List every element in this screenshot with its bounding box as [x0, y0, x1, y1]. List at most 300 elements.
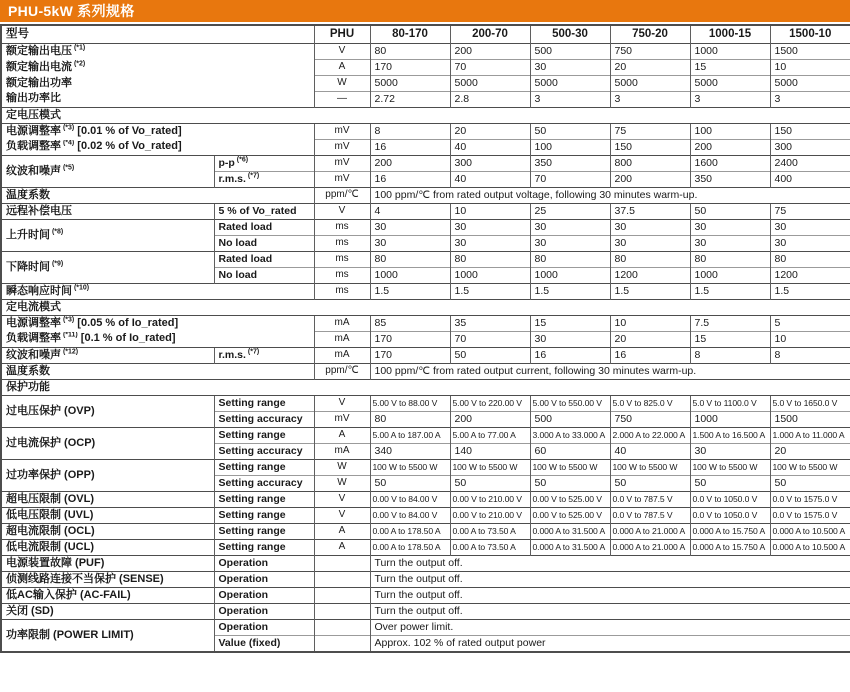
- spec-sublabel-cell: Operation: [214, 556, 314, 572]
- header-model-750-20: 750-20: [610, 25, 690, 44]
- table-row: [1, 220, 850, 236]
- value-cell: 10: [770, 60, 850, 76]
- value-cell: 5.0 V to 1100.0 V: [690, 396, 770, 412]
- value-cell: 70: [450, 60, 530, 76]
- table-row: [1, 588, 850, 604]
- value-cell: 16: [610, 348, 690, 364]
- section-title-cell: 定电流模式: [1, 300, 850, 316]
- table-row: [1, 124, 850, 140]
- span-value-cell: 100 ppm/℃ from rated output current, following 30 minutes warm-up.: [370, 364, 850, 380]
- spec-table-body: [1, 44, 850, 653]
- spec-sublabel-cell: Operation: [214, 620, 314, 636]
- value-cell: 20: [610, 332, 690, 348]
- value-cell: 16: [530, 348, 610, 364]
- value-cell: 340: [370, 444, 450, 460]
- value-cell: 30: [690, 236, 770, 252]
- unit-cell: [314, 572, 370, 588]
- unit-cell: A: [314, 524, 370, 540]
- value-cell: 50: [450, 348, 530, 364]
- spec-label-cell: 温度系数: [1, 188, 314, 204]
- unit-cell: W: [314, 76, 370, 92]
- value-cell: 5000: [370, 76, 450, 92]
- value-cell: 15: [690, 332, 770, 348]
- value-cell: 0.0 V to 787.5 V: [610, 508, 690, 524]
- value-cell: 30: [370, 220, 450, 236]
- value-cell: 50: [530, 476, 610, 492]
- value-cell: 100 W to 5500 W: [450, 460, 530, 476]
- value-cell: 30: [690, 444, 770, 460]
- span-value-cell: Turn the output off.: [370, 572, 850, 588]
- spec-label-cell: 额定输出电流 $^{(*2)}$: [6, 60, 86, 73]
- value-cell: 1.000 A to 11.000 A: [770, 428, 850, 444]
- unit-cell: ms: [314, 284, 370, 300]
- footnote-marker: (*7): [245, 348, 260, 356]
- value-cell: 3: [530, 92, 610, 108]
- value-cell: 0.00 V to 210.00 V: [450, 508, 530, 524]
- table-row: [1, 460, 850, 476]
- unit-cell: V: [314, 44, 370, 60]
- unit-cell: ms: [314, 236, 370, 252]
- unit-cell: ms: [314, 220, 370, 236]
- value-cell: 5.00 A to 77.00 A: [450, 428, 530, 444]
- table-row: [1, 348, 850, 364]
- value-cell: 2.000 A to 22.000 A: [610, 428, 690, 444]
- footnote-marker: (*3): [61, 316, 75, 324]
- value-cell: 80: [610, 252, 690, 268]
- value-cell: 5000: [690, 76, 770, 92]
- value-cell: 10: [610, 316, 690, 332]
- unit-cell: V: [314, 204, 370, 220]
- spec-sublabel-cell: Setting range: [214, 524, 314, 540]
- value-cell: 10: [450, 204, 530, 220]
- value-cell: 30: [370, 236, 450, 252]
- value-cell: 0.00 A to 178.50 A: [370, 540, 450, 556]
- footnote-marker: (*4): [61, 139, 75, 147]
- header-model-200-70: 200-70: [450, 25, 530, 44]
- value-cell: 1.5: [530, 284, 610, 300]
- value-cell: 0.00 V to 525.00 V: [530, 492, 610, 508]
- value-cell: 200: [450, 412, 530, 428]
- value-cell: 2400: [770, 156, 850, 172]
- spec-label-cell: 电源装置故障 (PUF): [1, 556, 214, 572]
- unit-cell: ms: [314, 268, 370, 284]
- table-row: [1, 396, 850, 412]
- value-cell: 20: [610, 60, 690, 76]
- table-row: [1, 492, 850, 508]
- value-cell: 0.00 V to 84.00 V: [370, 508, 450, 524]
- value-cell: 30: [530, 220, 610, 236]
- unit-cell: mV: [314, 172, 370, 188]
- value-cell: 30: [530, 60, 610, 76]
- value-cell: 0.00 V to 525.00 V: [530, 508, 610, 524]
- unit-cell: mV: [314, 140, 370, 156]
- header-model-1000-15: 1000-15: [690, 25, 770, 44]
- spec-sublabel-cell: Setting range: [214, 492, 314, 508]
- unit-cell: W: [314, 476, 370, 492]
- value-cell: 80: [530, 252, 610, 268]
- value-cell: 0.00 V to 84.00 V: [370, 492, 450, 508]
- table-row: [1, 204, 850, 220]
- value-cell: 30: [610, 220, 690, 236]
- value-cell: 5000: [450, 76, 530, 92]
- unit-cell: W: [314, 460, 370, 476]
- value-cell: 170: [370, 348, 450, 364]
- value-cell: 1500: [770, 412, 850, 428]
- value-cell: 50: [690, 476, 770, 492]
- value-cell: 0.0 V to 1050.0 V: [690, 492, 770, 508]
- footnote-marker: (*1): [72, 44, 86, 52]
- value-cell: 0.0 V to 1050.0 V: [690, 508, 770, 524]
- value-cell: 5.0 V to 1650.0 V: [770, 396, 850, 412]
- value-cell: 0.000 A to 31.500 A: [530, 540, 610, 556]
- unit-cell: mA: [314, 316, 370, 332]
- spec-sublabel-cell: Setting range: [214, 460, 314, 476]
- value-cell: 100: [690, 124, 770, 140]
- value-cell: 0.00 A to 73.50 A: [450, 540, 530, 556]
- value-cell: 200: [450, 44, 530, 60]
- value-cell: 5.0 V to 825.0 V: [610, 396, 690, 412]
- value-cell: 5000: [770, 76, 850, 92]
- spec-label-cell: 负载调整率 $^{(*11)}$ [0.1 % of Io_rated]: [6, 331, 176, 345]
- spec-label-cell: 过电压保护 (OVP): [1, 396, 214, 428]
- value-cell: 80: [370, 412, 450, 428]
- value-cell: 25: [530, 204, 610, 220]
- spec-label-cell: 温度系数: [1, 364, 314, 380]
- footnote-marker: (*6): [234, 156, 249, 164]
- section-row: [1, 300, 850, 316]
- value-cell: 5.00 V to 88.00 V: [370, 396, 450, 412]
- value-cell: 3.000 A to 33.000 A: [530, 428, 610, 444]
- value-cell: 10: [770, 332, 850, 348]
- value-cell: 30: [610, 236, 690, 252]
- value-cell: 350: [690, 172, 770, 188]
- unit-cell: mV: [314, 412, 370, 428]
- value-cell: 1000: [530, 268, 610, 284]
- table-row: [1, 140, 850, 156]
- spec-sublabel-cell: Operation: [214, 572, 314, 588]
- span-value-cell: Approx. 102 % of rated output power: [370, 636, 850, 653]
- value-cell: 5: [770, 316, 850, 332]
- unit-cell: [314, 636, 370, 653]
- value-cell: 1000: [690, 412, 770, 428]
- spec-sublabel-cell: 5 % of Vo_rated: [214, 204, 314, 220]
- value-cell: 0.000 A to 10.500 A: [770, 540, 850, 556]
- table-row: [1, 364, 850, 380]
- unit-cell: ms: [314, 252, 370, 268]
- value-cell: 100 W to 5500 W: [610, 460, 690, 476]
- value-cell: 100 W to 5500 W: [530, 460, 610, 476]
- spec-sublabel-cell: Setting accuracy: [214, 476, 314, 492]
- spec-label-cell: 远程补偿电压: [1, 204, 214, 220]
- value-cell: 200: [610, 172, 690, 188]
- value-cell: 0.00 V to 210.00 V: [450, 492, 530, 508]
- spec-label-cell: 输出功率比: [6, 92, 61, 105]
- value-cell: 3: [690, 92, 770, 108]
- table-row: [1, 604, 850, 620]
- value-cell: 100 W to 5500 W: [690, 460, 770, 476]
- value-cell: 3: [770, 92, 850, 108]
- section-title-cell: 定电压模式: [1, 108, 850, 124]
- spec-label-cell: 额定输出电压 $^{(*1)}$: [1, 44, 314, 60]
- span-value-cell: Over power limit.: [370, 620, 850, 636]
- value-cell: 0.000 A to 10.500 A: [770, 524, 850, 540]
- value-cell: 170: [370, 332, 450, 348]
- header-model-1500-10: 1500-10: [770, 25, 850, 44]
- header-row: [1, 25, 850, 44]
- value-cell: 200: [690, 140, 770, 156]
- value-cell: 5000: [530, 76, 610, 92]
- table-row: [1, 156, 850, 172]
- value-cell: 80: [370, 44, 450, 60]
- value-cell: 60: [530, 444, 610, 460]
- spec-label-cell: 下降时间 $^{(*9)}$: [1, 252, 214, 284]
- spec-sublabel-cell: Setting range: [214, 508, 314, 524]
- value-cell: 8: [370, 124, 450, 140]
- value-cell: 1000: [690, 44, 770, 60]
- unit-cell: [314, 556, 370, 572]
- value-cell: 75: [770, 204, 850, 220]
- value-cell: 300: [450, 156, 530, 172]
- unit-cell: ppm/℃: [314, 364, 370, 380]
- value-cell: 1200: [770, 268, 850, 284]
- spec-sublabel-cell: r.m.s. $^{(*7)}$: [214, 172, 314, 188]
- spec-label-cell: 侦测线路连接不当保护 (SENSE): [1, 572, 214, 588]
- value-cell: 30: [690, 220, 770, 236]
- value-cell: 500: [530, 44, 610, 60]
- footnote-marker: (*5): [61, 164, 75, 172]
- value-cell: 1000: [690, 268, 770, 284]
- table-row: [1, 284, 850, 300]
- value-cell: 8: [770, 348, 850, 364]
- spec-label-cell: 超电流限制 (OCL): [1, 524, 214, 540]
- value-cell: 150: [770, 124, 850, 140]
- table-row: [1, 332, 850, 348]
- spec-label-cell: 功率限制 (POWER LIMIT): [1, 620, 214, 653]
- value-cell: 7.5: [690, 316, 770, 332]
- spec-sublabel-cell: Setting range: [214, 428, 314, 444]
- value-cell: 1.5: [450, 284, 530, 300]
- spec-sublabel-cell: Setting range: [214, 396, 314, 412]
- header-unit-label: PHU: [314, 25, 370, 44]
- footnote-marker: (*10): [72, 284, 90, 292]
- spec-label-cell: 过功率保护 (OPP): [1, 460, 214, 492]
- table-row: [1, 92, 850, 108]
- value-cell: 2.8: [450, 92, 530, 108]
- value-cell: 50: [610, 476, 690, 492]
- span-value-cell: 100 ppm/℃ from rated output voltage, following 30 minutes warm-up.: [370, 188, 850, 204]
- table-row: [1, 572, 850, 588]
- spec-sublabel-cell: Rated load: [214, 252, 314, 268]
- footnote-marker: (*7): [245, 172, 260, 180]
- value-cell: 30: [530, 332, 610, 348]
- value-cell: 0.000 A to 21.000 A: [610, 524, 690, 540]
- value-cell: 20: [770, 444, 850, 460]
- spec-label-cell: 低电压限制 (UVL): [1, 508, 214, 524]
- value-cell: 50: [450, 476, 530, 492]
- table-row: [1, 76, 850, 92]
- spec-label-cell: 纹波和噪声 $^{(*12)}$: [1, 348, 214, 364]
- unit-cell: mA: [314, 348, 370, 364]
- value-cell: 1500: [770, 44, 850, 60]
- spec-sublabel-cell: Value (fixed): [214, 636, 314, 653]
- spec-sublabel-cell: Operation: [214, 588, 314, 604]
- table-row: [1, 316, 850, 332]
- table-row: [1, 188, 850, 204]
- spec-sublabel-cell: Rated load: [214, 220, 314, 236]
- spec-sublabel-cell: r.m.s. $^{(*7)}$: [214, 348, 314, 364]
- value-cell: 75: [610, 124, 690, 140]
- value-cell: 5.00 V to 550.00 V: [530, 396, 610, 412]
- value-cell: 40: [610, 444, 690, 460]
- spec-label-cell: 瞬态响应时间 $^{(*10)}$: [1, 284, 314, 300]
- header-model-500-30: 500-30: [530, 25, 610, 44]
- spec-label-cell: 上升时间 $^{(*8)}$: [1, 220, 214, 252]
- spec-table: [0, 24, 850, 653]
- value-cell: 0.000 A to 15.750 A: [690, 524, 770, 540]
- value-cell: 750: [610, 44, 690, 60]
- value-cell: 1.5: [370, 284, 450, 300]
- value-cell: 80: [370, 252, 450, 268]
- span-value-cell: Turn the output off.: [370, 588, 850, 604]
- value-cell: 1.500 A to 16.500 A: [690, 428, 770, 444]
- unit-cell: mA: [314, 332, 370, 348]
- section-row: [1, 108, 850, 124]
- value-cell: 4: [370, 204, 450, 220]
- value-cell: 50: [690, 204, 770, 220]
- spec-label-cell: 低AC输入保护 (AC-FAIL): [1, 588, 214, 604]
- value-cell: 30: [770, 236, 850, 252]
- value-cell: 150: [610, 140, 690, 156]
- value-cell: 1.5: [690, 284, 770, 300]
- value-cell: 80: [690, 252, 770, 268]
- spec-sublabel-cell: Operation: [214, 604, 314, 620]
- value-cell: 1200: [610, 268, 690, 284]
- value-cell: 500: [530, 412, 610, 428]
- unit-cell: ppm/℃: [314, 188, 370, 204]
- value-cell: 300: [770, 140, 850, 156]
- unit-cell: V: [314, 396, 370, 412]
- value-cell: 70: [530, 172, 610, 188]
- value-cell: 0.0 V to 787.5 V: [610, 492, 690, 508]
- value-cell: 35: [450, 316, 530, 332]
- value-cell: 0.000 A to 21.000 A: [610, 540, 690, 556]
- value-cell: 30: [450, 236, 530, 252]
- table-row: [1, 60, 850, 76]
- unit-cell: mA: [314, 444, 370, 460]
- spec-label-cell: 电源调整率 $^{(*3)}$ [0.05 % of Io_rated]: [1, 316, 314, 332]
- value-cell: 2.72: [370, 92, 450, 108]
- spec-sublabel-cell: No load: [214, 236, 314, 252]
- value-cell: 750: [610, 412, 690, 428]
- value-cell: 1600: [690, 156, 770, 172]
- value-cell: 0.0 V to 1575.0 V: [770, 508, 850, 524]
- value-cell: 100 W to 5500 W: [770, 460, 850, 476]
- spec-sublabel-cell: Setting accuracy: [214, 412, 314, 428]
- header-model-label: 型号: [6, 28, 29, 41]
- value-cell: 1.5: [770, 284, 850, 300]
- footnote-marker: (*3): [61, 124, 75, 132]
- value-cell: 1.5: [610, 284, 690, 300]
- value-cell: 30: [450, 220, 530, 236]
- table-row: [1, 428, 850, 444]
- unit-cell: [314, 620, 370, 636]
- value-cell: 5.00 A to 187.00 A: [370, 428, 450, 444]
- table-row: [1, 620, 850, 636]
- table-row: [1, 508, 850, 524]
- unit-cell: A: [314, 540, 370, 556]
- value-cell: 170: [370, 60, 450, 76]
- value-cell: 40: [450, 172, 530, 188]
- unit-cell: mV: [314, 156, 370, 172]
- value-cell: 140: [450, 444, 530, 460]
- spec-label-cell: 过电流保护 (OCP): [1, 428, 214, 460]
- unit-cell: [314, 604, 370, 620]
- unit-cell: A: [314, 428, 370, 444]
- spec-label-cell: 纹波和噪声 $^{(*5)}$: [1, 156, 214, 188]
- value-cell: 1000: [370, 268, 450, 284]
- value-cell: 5.00 V to 220.00 V: [450, 396, 530, 412]
- span-value-cell: Turn the output off.: [370, 556, 850, 572]
- value-cell: 200: [370, 156, 450, 172]
- value-cell: 1000: [450, 268, 530, 284]
- spec-sublabel-cell: Setting range: [214, 540, 314, 556]
- value-cell: 50: [530, 124, 610, 140]
- footnote-marker: (*9): [50, 260, 64, 268]
- table-row: [1, 540, 850, 556]
- header-model-80-170: 80-170: [370, 25, 450, 44]
- value-cell: 80: [770, 252, 850, 268]
- value-cell: 0.0 V to 1575.0 V: [770, 492, 850, 508]
- footnote-marker: (*8): [50, 228, 64, 236]
- footnote-marker: (*2): [72, 60, 86, 68]
- value-cell: 85: [370, 316, 450, 332]
- value-cell: 15: [690, 60, 770, 76]
- section-title-cell: 保护功能: [1, 380, 850, 396]
- value-cell: 15: [530, 316, 610, 332]
- unit-cell: —: [314, 92, 370, 108]
- value-cell: 0.000 A to 31.500 A: [530, 524, 610, 540]
- unit-cell: [314, 588, 370, 604]
- unit-cell: A: [314, 60, 370, 76]
- value-cell: 30: [530, 236, 610, 252]
- unit-cell: V: [314, 508, 370, 524]
- spec-sublabel-cell: No load: [214, 268, 314, 284]
- value-cell: 350: [530, 156, 610, 172]
- value-cell: 16: [370, 140, 450, 156]
- spec-label-cell: 关闭 (SD): [1, 604, 214, 620]
- value-cell: 400: [770, 172, 850, 188]
- table-row: [1, 556, 850, 572]
- value-cell: 50: [770, 476, 850, 492]
- value-cell: 20: [450, 124, 530, 140]
- spec-label-cell: 电源调整率 $^{(*3)}$ [0.01 % of Vo_rated]: [1, 124, 314, 140]
- footnote-marker: (*11): [61, 331, 78, 339]
- value-cell: 100 W to 5500 W: [370, 460, 450, 476]
- spec-label-cell: 超电压限制 (OVL): [1, 492, 214, 508]
- value-cell: 8: [690, 348, 770, 364]
- value-cell: 80: [450, 252, 530, 268]
- unit-cell: mV: [314, 124, 370, 140]
- footnote-marker: (*12): [61, 348, 79, 356]
- unit-cell: V: [314, 492, 370, 508]
- spec-sublabel-cell: Setting accuracy: [214, 444, 314, 460]
- value-cell: 3: [610, 92, 690, 108]
- page-title: PHU-5kW 系列规格: [0, 0, 850, 22]
- spec-sublabel-cell: p-p $^{(*6)}$: [214, 156, 314, 172]
- span-value-cell: Turn the output off.: [370, 604, 850, 620]
- value-cell: 70: [450, 332, 530, 348]
- value-cell: 50: [370, 476, 450, 492]
